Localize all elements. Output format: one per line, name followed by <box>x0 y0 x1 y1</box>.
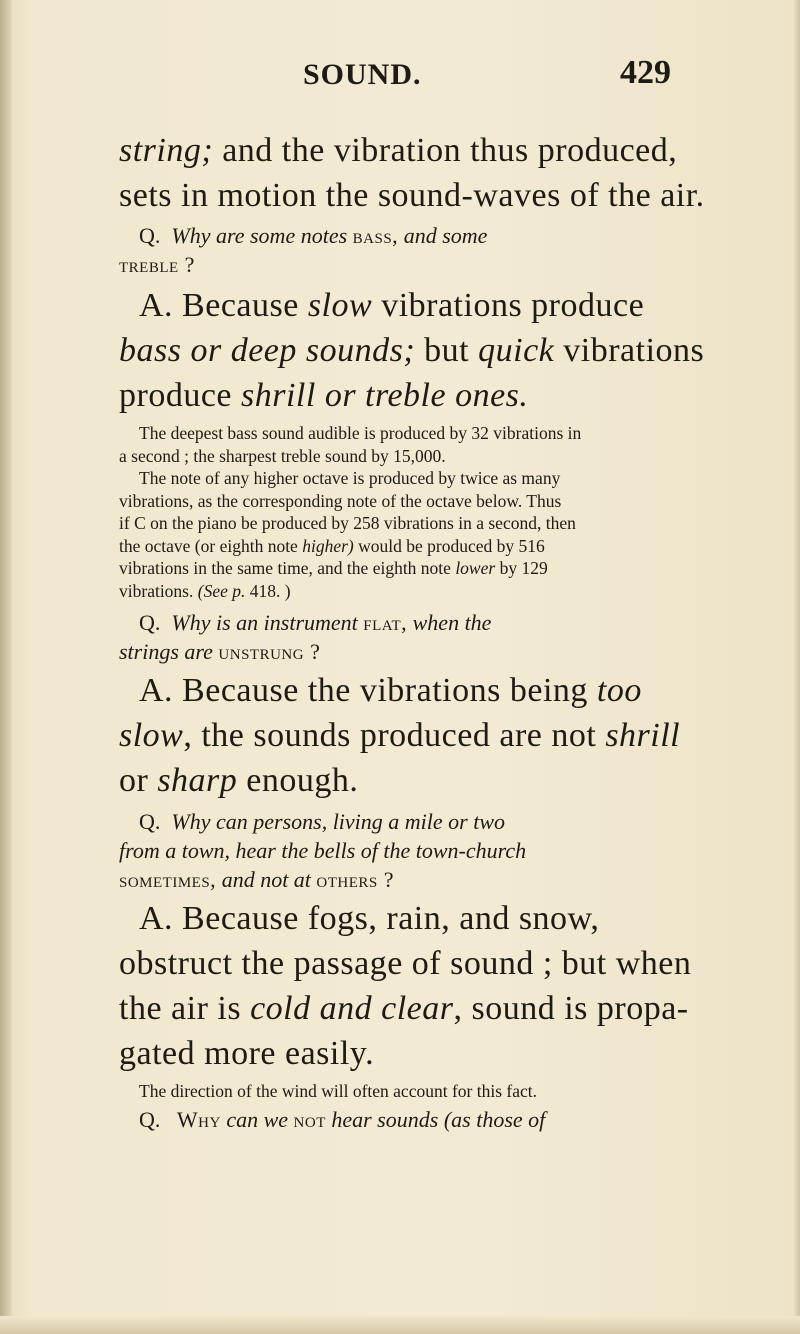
text-run: produce <box>119 377 242 414</box>
text-italic: higher) <box>302 535 354 556</box>
text-line: gated more easily. <box>119 1035 375 1072</box>
running-title: SOUND. <box>303 58 422 91</box>
question-3 <box>119 807 689 894</box>
text-italic: slow <box>307 287 373 324</box>
text-italic: and not at <box>221 867 311 892</box>
text-run: or <box>119 762 158 799</box>
question-marker: Q. <box>139 1106 161 1132</box>
question-4 <box>119 1105 689 1134</box>
note-line: The deepest bass sound audible is produced by 32 vibrations in <box>139 423 582 443</box>
text-smallcaps: others ? <box>316 867 395 892</box>
text-run: would be produced by 516 <box>353 535 545 556</box>
page-header <box>0 54 800 102</box>
text-run: by 129 <box>495 558 548 578</box>
text-run: vibrations in the same time, and the eighth note <box>119 558 456 578</box>
answer-2 <box>119 668 689 803</box>
text-run: vibrations produce <box>372 287 645 324</box>
note-1 <box>119 422 689 602</box>
text-italic: Why are some notes <box>171 223 348 248</box>
text-italic: string; <box>119 132 214 169</box>
text-italic: Why is an instrument <box>171 610 358 635</box>
note-line: vibrations, as the corresponding note of the octave below. Thus <box>119 490 562 511</box>
text-italic: hear sounds <box>331 1106 439 1132</box>
text-smallcaps: not <box>293 1106 326 1132</box>
text-italic: from a town, hear the bells of the town-church <box>119 838 527 863</box>
text-italic: when the <box>412 610 492 635</box>
text-run: the air is <box>119 990 251 1027</box>
text-run: , the sounds produced are not <box>183 717 606 754</box>
text-run: the octave (or eighth note <box>119 535 303 556</box>
page-spine-shadow <box>0 0 12 1334</box>
text-italic: and some <box>403 223 488 248</box>
question-marker: Q. <box>139 610 161 635</box>
text-italic: lower <box>455 558 496 578</box>
text-italic: Why can persons, living a mile or two <box>171 809 506 834</box>
text-italic: shrill <box>605 717 681 754</box>
text-smallcaps: Why <box>176 1106 221 1132</box>
text-run: but <box>415 332 479 369</box>
text-smallcaps: treble ? <box>119 252 195 277</box>
text-run: , sound is propa- <box>453 990 689 1027</box>
text-run: vibrations <box>554 332 705 369</box>
page-body <box>119 128 705 1134</box>
answer-1 <box>119 283 705 418</box>
text-smallcaps: unstrung ? <box>218 639 321 664</box>
answer-3 <box>119 896 692 1076</box>
note-line: a second ; the sharpest treble sound by 15,000. <box>119 445 446 466</box>
note-line: The note of any higher octave is produced by twice as many <box>139 468 561 488</box>
text-italic: slow <box>119 717 184 754</box>
text-italic: bass or deep sounds; <box>119 332 416 369</box>
text-italic: cold and clear <box>250 990 454 1027</box>
text-run: enough. <box>237 762 359 799</box>
text-italic: (as those of <box>443 1106 546 1132</box>
text-italic: too <box>596 672 642 709</box>
text-italic: quick <box>478 332 555 369</box>
text-run: A. Because the vibrations being <box>139 672 597 709</box>
text-run: vibrations. <box>119 580 198 601</box>
question-1 <box>119 221 689 279</box>
page-right-edge <box>794 0 800 1334</box>
paragraph-continuation <box>119 128 705 218</box>
question-marker: Q. <box>139 809 161 834</box>
question-marker: Q. <box>139 223 161 248</box>
text-smallcaps: flat, <box>363 610 408 635</box>
question-2 <box>119 608 689 666</box>
text-run: A. Because <box>139 287 308 324</box>
text-italic: (See p. <box>197 580 246 601</box>
text-italic: shrill or treble ones. <box>241 377 529 414</box>
note-3 <box>119 1080 689 1103</box>
text-line: sets in motion the sound-waves of the air. <box>119 177 705 214</box>
text-italic: strings are <box>119 639 213 664</box>
note-line: if C on the piano be produced by 258 vibrations in a second, then <box>119 513 576 533</box>
text-line: A. Because fogs, rain, and snow, <box>139 900 600 937</box>
text-run: and the vibration thus produced, <box>213 132 678 169</box>
text-smallcaps: bass, <box>352 223 399 248</box>
text-italic: can we <box>226 1106 289 1132</box>
page-bottom-edge <box>0 1316 800 1334</box>
text-line: obstruct the passage of sound ; but when <box>119 945 692 982</box>
text-italic: sharp <box>157 762 238 799</box>
page-number: 429 <box>620 54 671 91</box>
text-run: 418. ) <box>245 580 291 601</box>
text-smallcaps: sometimes, <box>119 867 217 892</box>
note-line: The direction of the wind will often account for this fact. <box>139 1081 537 1101</box>
